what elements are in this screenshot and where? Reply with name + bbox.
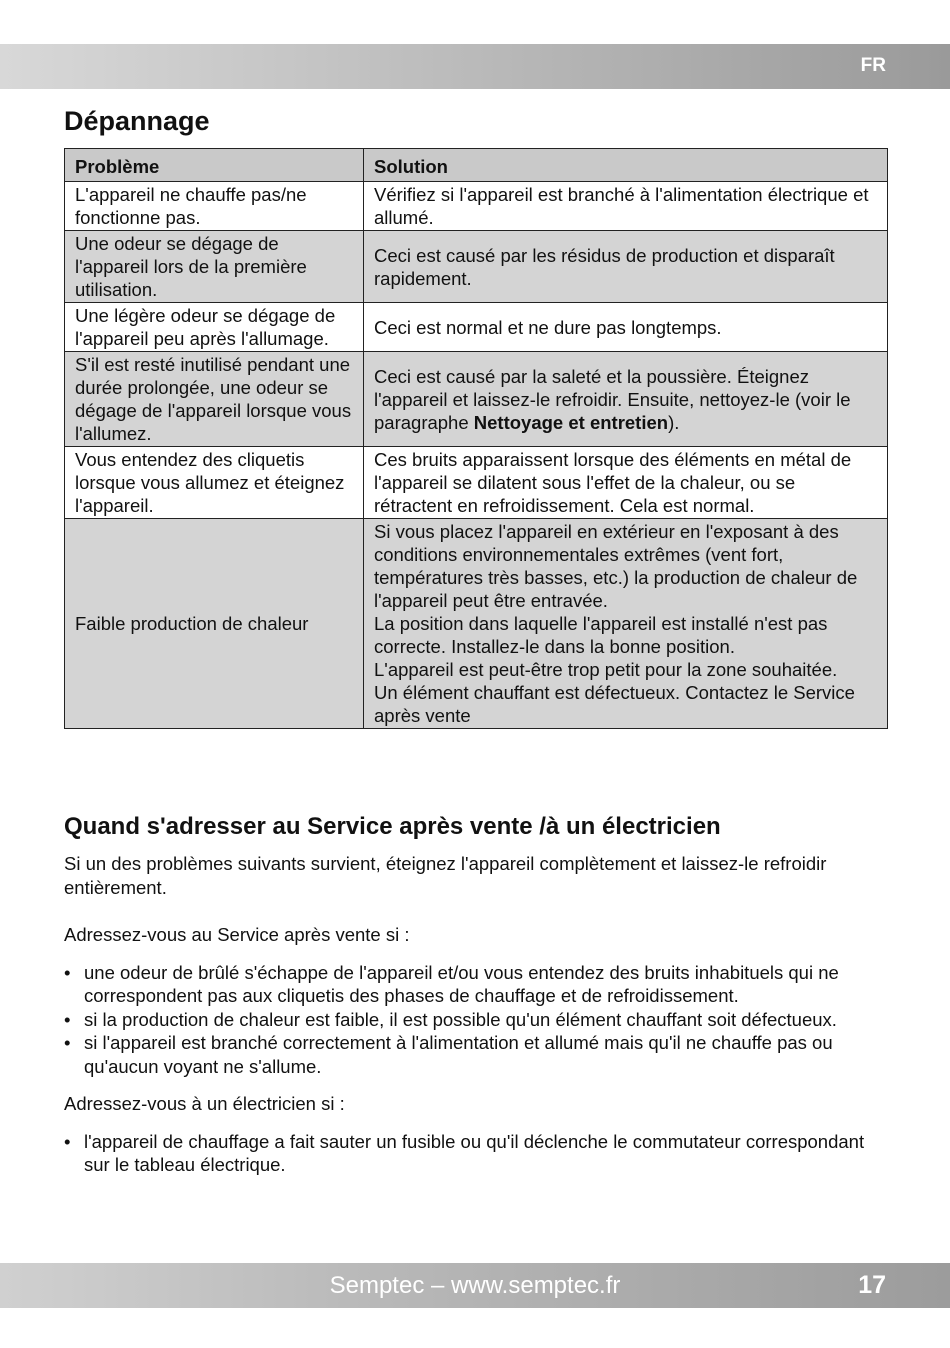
- list-item-text: une odeur de brûlé s'échappe de l'appareil et/ou vous entendez des bruits inhabituels qui ne correspondent pas aux cliquetis des phases de chauffage et de refroidissement.: [84, 961, 839, 1006]
- service-list: [64, 961, 888, 1079]
- problem-cell: Faible production de chaleur: [65, 519, 364, 729]
- list-item: [64, 961, 888, 1008]
- solution-text: Ceci est causé par la saleté et la poussière. Éteignez l'appareil et laissez-le refroidir. Ensuite, nettoyez-le (voir le paragraphe: [374, 365, 851, 433]
- list-item-text: l'appareil de chauffage a fait sauter un fusible ou qu'il déclenche le commutateur correspondant sur le tableau électrique.: [84, 1130, 865, 1175]
- page-title: Dépannage: [64, 106, 210, 136]
- section-reference: Nettoyage et entretien: [473, 411, 669, 433]
- bullet-icon: •: [64, 1130, 71, 1152]
- table-row: [65, 447, 888, 519]
- bullet-icon: •: [64, 1008, 71, 1030]
- table-row: [65, 519, 888, 729]
- table-row: [65, 182, 888, 231]
- solution-cell: Ceci est causé par les résidus de production et disparaît rapidement.: [364, 231, 888, 303]
- solution-line: Un élément chauffant est défectueux. Contactez le Service après vente: [374, 682, 855, 726]
- solution-cell: Ces bruits apparaissent lorsque des éléments en métal de l'appareil se dilatent sous l'effet de la chaleur, ou se rétractent en refroidissement. Cela est normal.: [364, 447, 888, 519]
- problem-cell: Une odeur se dégage de l'appareil lors de la première utilisation.: [65, 231, 364, 303]
- solution-cell: Vérifiez si l'appareil est branché à l'alimentation électrique et allumé.: [364, 182, 888, 231]
- problem-cell: S'il est resté inutilisé pendant une durée prolongée, une odeur se dégage de l'appareil lorsque vous l'allumez.: [65, 352, 364, 447]
- table-header-row: [65, 149, 888, 182]
- page-number: 17: [858, 1271, 886, 1299]
- electrician-label: Adressez-vous à un électricien si :: [64, 1093, 345, 1114]
- language-label: FR: [860, 55, 886, 76]
- solution-text-end: ).: [668, 411, 680, 433]
- solution-line: La position dans laquelle l'appareil est installé n'est pas correcte. Installez-le dans la bonne position.: [374, 613, 828, 657]
- header-band: [0, 44, 950, 89]
- table-row: [65, 352, 888, 447]
- section-title: Quand s'adresser au Service après vente /à un électricien: [64, 813, 721, 840]
- service-label: Adressez-vous au Service après vente si :: [64, 924, 410, 945]
- list-item: [64, 1130, 888, 1177]
- solution-line: L'appareil est peut-être trop petit pour la zone souhaitée.: [374, 659, 838, 680]
- solution-cell: [364, 519, 888, 729]
- table-row: [65, 231, 888, 303]
- solution-line: Si vous placez l'appareil en extérieur en l'exposant à des conditions environnementales extrêmes (vent fort, températures très basses, etc.) la production de chaleur de l'appareil peut être entravée.: [374, 521, 858, 611]
- column-header-problem: Problème: [65, 149, 364, 182]
- list-item-text: si la production de chaleur est faible, il est possible qu'un élément chauffant soit défectueux.: [84, 1008, 837, 1030]
- electrician-list: [64, 1130, 888, 1177]
- problem-cell: L'appareil ne chauffe pas/ne fonctionne pas.: [65, 182, 364, 231]
- intro-paragraph: Si un des problèmes suivants survient, éteignez l'appareil complètement et laissez-le refroidir entièrement.: [64, 853, 827, 898]
- footer-band: [0, 1263, 950, 1308]
- list-item: [64, 1031, 888, 1078]
- service-section: [64, 812, 888, 1191]
- column-header-solution: Solution: [364, 149, 888, 182]
- solution-cell: [364, 352, 888, 447]
- problem-cell: Une légère odeur se dégage de l'appareil peu après l'allumage.: [65, 303, 364, 352]
- table-row: [65, 303, 888, 352]
- troubleshooting-table: [64, 148, 888, 729]
- bullet-icon: •: [64, 961, 71, 983]
- footer-text: Semptec – www.semptec.fr: [329, 1272, 621, 1299]
- solution-cell: Ceci est normal et ne dure pas longtemps.: [364, 303, 888, 352]
- bullet-icon: •: [64, 1032, 71, 1053]
- list-item: [64, 1008, 888, 1032]
- list-item-text: si l'appareil est branché correctement à l'alimentation et allumé mais qu'il ne chauffe pas ou qu'aucun voyant ne s'allume.: [84, 1032, 833, 1077]
- problem-cell: Vous entendez des cliquetis lorsque vous allumez et éteignez l'appareil.: [65, 447, 364, 519]
